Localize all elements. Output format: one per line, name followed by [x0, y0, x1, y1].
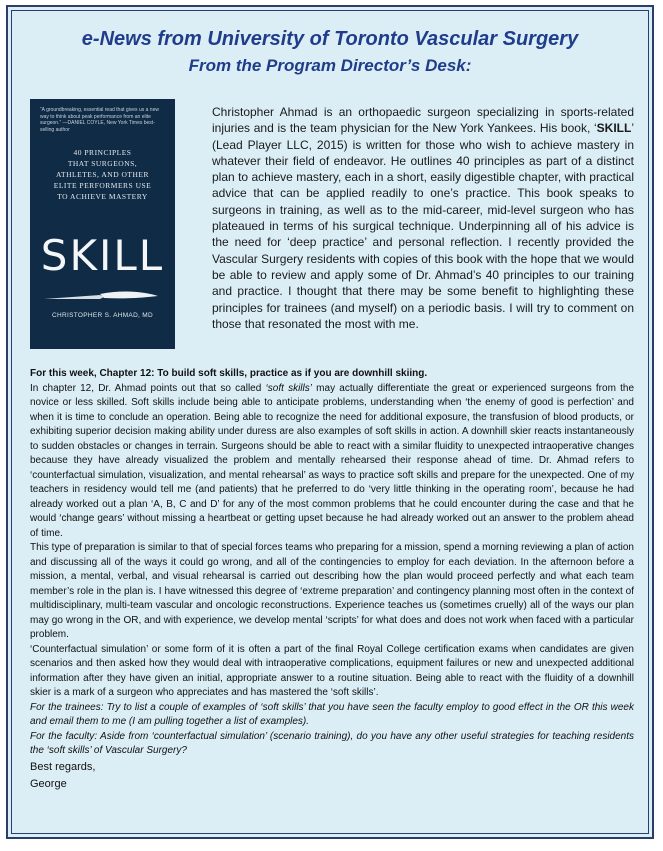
body-paragraph	[30, 382, 634, 542]
body-paragraph: ‘Counterfactual simulation’ or some form of it is often a part of the final Royal College certification exams when candidates are given scenarios and then asked how they would deal with intraoperative complications, equipment failures or new and unexpected additional information after they have given an initial, appropriate answer to a routine situation. Being able to react with the fluidity of a downhill skier is a mark of a surgeon who appreciates and has mastered the ‘soft skills’.	[30, 643, 634, 698]
article-body	[30, 367, 634, 793]
scalpel-icon	[30, 281, 175, 311]
cover-subtitle-line: TO ACHIEVE MASTERY	[57, 192, 148, 201]
chapter-heading: For this week, Chapter 12: To build soft skills, practice as if you are downhill skiing.	[30, 368, 428, 379]
newsletter-frame	[6, 5, 654, 839]
cover-title: SKILL	[40, 231, 165, 280]
emphasis-text: ‘soft skills’	[265, 382, 312, 394]
cover-subtitle-line: THAT SURGEONS,	[67, 159, 138, 168]
signature: George	[30, 777, 67, 790]
trainees-prompt: For the trainees: Try to list a couple of examples of ‘soft skills’ that you have seen the faculty employ to good effect in the OR this week and email them to me (I am pulling together a list of examples).	[30, 701, 634, 727]
body-text-part: In chapter 12, Dr. Ahmad points out that so called	[30, 382, 266, 394]
cover-subtitle-line: ATHLETES, AND OTHER	[55, 170, 150, 179]
cover-subtitle-line: ELITE PERFORMERS USE	[53, 181, 152, 190]
newsletter-subtitle: From the Program Director’s Desk:	[188, 56, 472, 75]
faculty-prompt: For the faculty: Aside from ‘counterfactual simulation’ (scenario training), do you have any other useful strategies for teaching residents the ‘soft skills’ of Vascular Surgery?	[30, 730, 634, 756]
book-cover-image	[30, 99, 175, 349]
cover-subtitle-line: 40 PRINCIPLES	[73, 148, 132, 157]
body-text-part: may actually differentiate the great or experienced surgeons from the novice or less skilled. Soft skills include being able to anticipate problems, understanding when ‘the enemy of good is perfection’ and when it is time to conclude an operation. Being able to recognize the need for additional exposure, the transfusion of blood products, or exhibiting superior decision making ability under duress are also examples of soft skills in action. A downhill skier reacts instantaneously to sudden obstacles or changes in terrain. Surgeons should be able to react with a similar fluidity to unexpected intraoperative changes because they have already visualized the problem and mentally rehearsed their response ahead of time. Dr. Ahmad refers to ‘counterfactual simulation, visualization, and mental rehearsal’ as ways to practice soft skills and prepare for the unexpected. One of my teachers in residency would tell me (and patients) that he preferred to do ‘very little thinking in the operating room’, because he had already worked out a plan ‘A, B, C and D’ for any of the most common problems that he could encounter during the case and that he would ‘change gears’ without missing a heartbeat or getting upset because he had already worked out an answer to the problem ahead of time.	[30, 382, 635, 539]
cover-quote: “A groundbreaking, essential read that gives us a new way to think about peak performance from an elite surgeon.” —DANIEL COYLE, New York Times best-selling author	[40, 107, 159, 133]
cover-author: CHRISTOPHER S. AHMAD, MD	[52, 312, 153, 319]
cover-subtitle	[36, 147, 169, 202]
closing-line: Best regards,	[30, 760, 96, 773]
body-paragraph: This type of preparation is similar to that of special forces teams who preparing for a mission, spend a morning reviewing a plan of action and discussing all of the ways it could go wrong, and all of the contingencies to employ for each deviation. In the afternoon before a mission, a mental, verbal, and visual rehearsal is carried out describing how the plan would proceed perfectly and what each team member’s role in the plan is. I have witnessed this degree of ‘extreme preparation’ and contingency planning most often in the context of multidisciplinary, multi-team vascular and oncologic reconstructions. Experience teaches us (sometimes cruelly) all of the ways our plan may go wrong in the OR, and with experience, we develop mental ‘scripts’ for what does and does not work when faced with a particular problem.	[30, 542, 634, 640]
intro-text-part: ’ (Lead Player LLC, 2015) is written for those who wish to achieve mastery in whatever their field of endeavor. He outlines 40 principles as part of a distinct plan to achieve mastery, each in a short, easily digestible chapter, with practical advice that can be applied readily to one’s practice. This book speaks to surgeons in training, as well as to the mid-career, mid-level surgeon who has plateaued in terms of his surgical technique. Underpinning all of his advice is the need for ‘deep practice’ and personal reflection. I recently provided the Vascular Surgery residents with copies of this book with the hope that we would be able to review and apply some of Dr. Ahmad’s 40 principles to our training and practice. I thought that there may be some benefit to highlighting these principles for trainees (and myself) on a periodic basis. I will try to comment on those that resonated the most with me.	[212, 121, 635, 331]
book-name: SKILL	[596, 121, 632, 136]
intro-paragraph	[212, 104, 634, 332]
newsletter-title: e-News from University of Toronto Vascular Surgery	[81, 28, 579, 50]
intro-text-part: Christopher Ahmad is an orthopaedic surgeon specializing in sports-related injuries and is the team physician for the New York Yankees. His book, ‘	[212, 105, 634, 136]
